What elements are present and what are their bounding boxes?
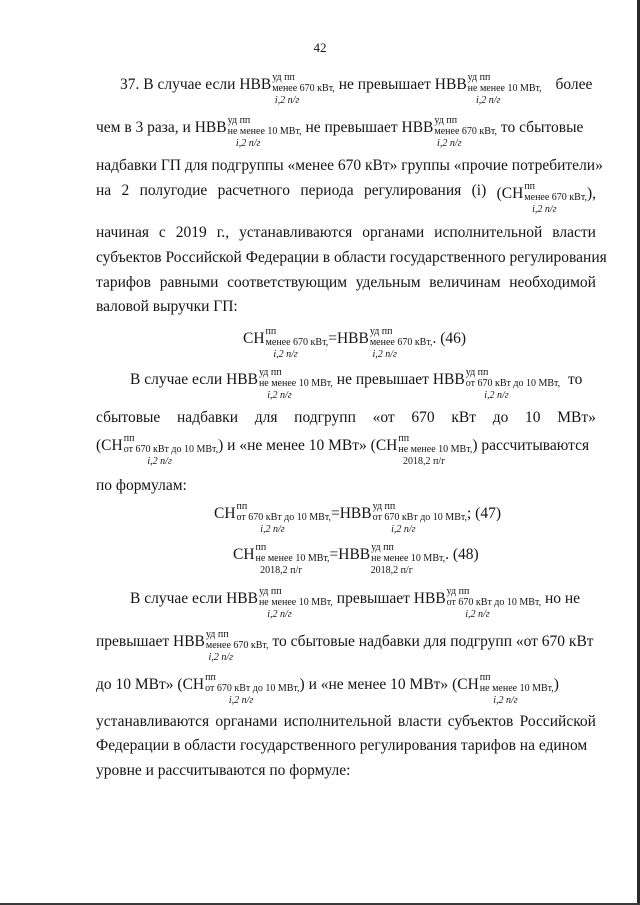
p37-line-1: 37. В случае если НВВ уд пп менее 670 кВт, i,2 п/г не превышает НВВ уд пп не менее 10 МВт, i,2 п/г более <box>120 72 593 106</box>
p2-line-4: по формулам: <box>96 477 187 494</box>
p2-line-3: (СН пп от 670 кВт до 10 МВт, i,2 п/г ) и «не менее 10 МВт» (СН пп не менее 10 МВт, 2018,2 п/г ) рассчитываются <box>96 433 590 467</box>
p3-line-5: Федерации в области государственного регулирования тарифов на едином <box>96 737 588 754</box>
term-sn-lt670: СН пп менее 670 кВт, i,2 п/г <box>243 326 329 360</box>
p2-line-1: В случае если НВВ уд пп не менее 10 МВт, i,2 п/г не превышает НВВ уд пп от 670 кВт до 10 МВт, i,2 п/г то <box>130 367 583 401</box>
term-sn-670-10: СН пп от 670 кВт до 10 МВт, i,2 п/г <box>214 501 331 535</box>
term-nvv-ge10: НВВ уд пп не менее 10 МВт, i,2 п/г <box>434 72 542 106</box>
p37-line-7: тарифов равными соответствующим удельным величинам необходимой <box>96 274 596 291</box>
term-nvv-lt670: НВВ уд пп менее 670 кВт, i,2 п/г <box>401 115 498 149</box>
p3-line-4: устанавливаются органами исполнительной власти субъектов Российской <box>96 713 596 730</box>
p37-line-6: субъектов Российской Федерации в области государственного регулирования <box>96 249 607 266</box>
term-nvv-670-10: НВВ уд пп от 670 кВт до 10 МВт, i,2 п/г <box>339 501 467 535</box>
term-sn-ge10: СН пп не менее 10 МВт, i,2 п/г <box>457 672 554 706</box>
page-number: 42 <box>313 40 327 55</box>
term-sn-670-10: СН пп от 670 кВт до 10 МВт, i,2 п/г <box>101 433 219 467</box>
p37-line-5: начиная с 2019 г., устанавливаются органами исполнительной власти <box>96 224 596 241</box>
formula-48: СН пп не менее 10 МВт, 2018,2 п/г =НВВ уд пп не менее 10 МВт, 2018,2 п/г . (48) <box>233 542 479 576</box>
p2-line-2: сбытовые надбавки для подгрупп «от 670 кВт до 10 МВт» <box>96 409 596 426</box>
term-nvv-670-10: НВВ уд пп от 670 кВт до 10 МВт, i,2 п/г <box>413 586 542 620</box>
p3-line-6: уровне и рассчитываются по формуле: <box>96 762 351 779</box>
formula-46: СН пп менее 670 кВт, i,2 п/г =НВВ уд пп менее 670 кВт, i,2 п/г . (46) <box>243 326 467 360</box>
term-nvv-ge10: НВВ уд пп не менее 10 МВт, i,2 п/г <box>194 115 302 149</box>
p3-line-2: превышает НВВ уд пп менее 670 кВт, i,2 п/г то сбытовые надбавки для подгрупп «от 670 кВт <box>96 629 594 663</box>
formula-48-number: (48) <box>452 546 479 563</box>
p37-line-3: надбавки ГП для подгруппы «менее 670 кВт» группы «прочие потребители» <box>96 157 603 174</box>
term-sn-670-10: СН пп от 670 кВт до 10 МВт, i,2 п/г <box>182 672 300 706</box>
term-nvv-ge10: НВВ уд пп не менее 10 МВт, 2018,2 п/г <box>338 542 446 576</box>
formula-47: СН пп от 670 кВт до 10 МВт, i,2 п/г =НВВ уд пп от 670 кВт до 10 МВт, i,2 п/г ; (47) <box>214 501 501 535</box>
p3-line-3: до 10 МВт» (СН пп от 670 кВт до 10 МВт, i,2 п/г ) и «не менее 10 МВт» (СН пп не менее 10 МВт, i,2 п/г ) <box>96 672 559 706</box>
term-sn-ge10: СН пп не менее 10 МВт, 2018,2 п/г <box>375 433 473 467</box>
term-nvv-lt670: НВВ уд пп менее 670 кВт, i,2 п/г <box>239 72 335 106</box>
term-nvv-ge10: НВВ уд пп не менее 10 МВт, i,2 п/г <box>226 586 333 620</box>
term-nvv-ge10: НВВ уд пп не менее 10 МВт, i,2 п/г <box>226 367 333 401</box>
p3-line-1: В случае если НВВ уд пп не менее 10 МВт, i,2 п/г превышает НВВ уд пп от 670 кВт до 10 МВт, i,2 п/г но не <box>130 586 581 620</box>
term-sn-ge10: СН пп не менее 10 МВт, 2018,2 п/г <box>233 542 330 576</box>
p37-line-2: чем в 3 раза, и НВВ уд пп не менее 10 МВт, i,2 п/г не превышает НВВ уд пп менее 670 кВт, i,2 п/г то сбытовые <box>96 115 584 149</box>
p37-line-4: на 2 полугодие расчетного периода регулирования (i) (СН пп менее 670 кВт, i,2 п/г ), <box>96 181 596 215</box>
term-nvv-lt670: НВВ уд пп менее 670 кВт, i,2 п/г <box>336 326 433 360</box>
formula-47-number: (47) <box>475 505 501 522</box>
p37-line-8: валовой выручки ГП: <box>96 298 238 315</box>
term-nvv-lt670: НВВ уд пп менее 670 кВт, i,2 п/г <box>173 629 269 663</box>
formula-46-number: (46) <box>440 330 467 347</box>
term-nvv-670-10: НВВ уд пп от 670 кВт до 10 МВт, i,2 п/г <box>432 367 561 401</box>
term-sn-lt670: СН пп менее 670 кВт, i,2 п/г <box>501 181 587 215</box>
